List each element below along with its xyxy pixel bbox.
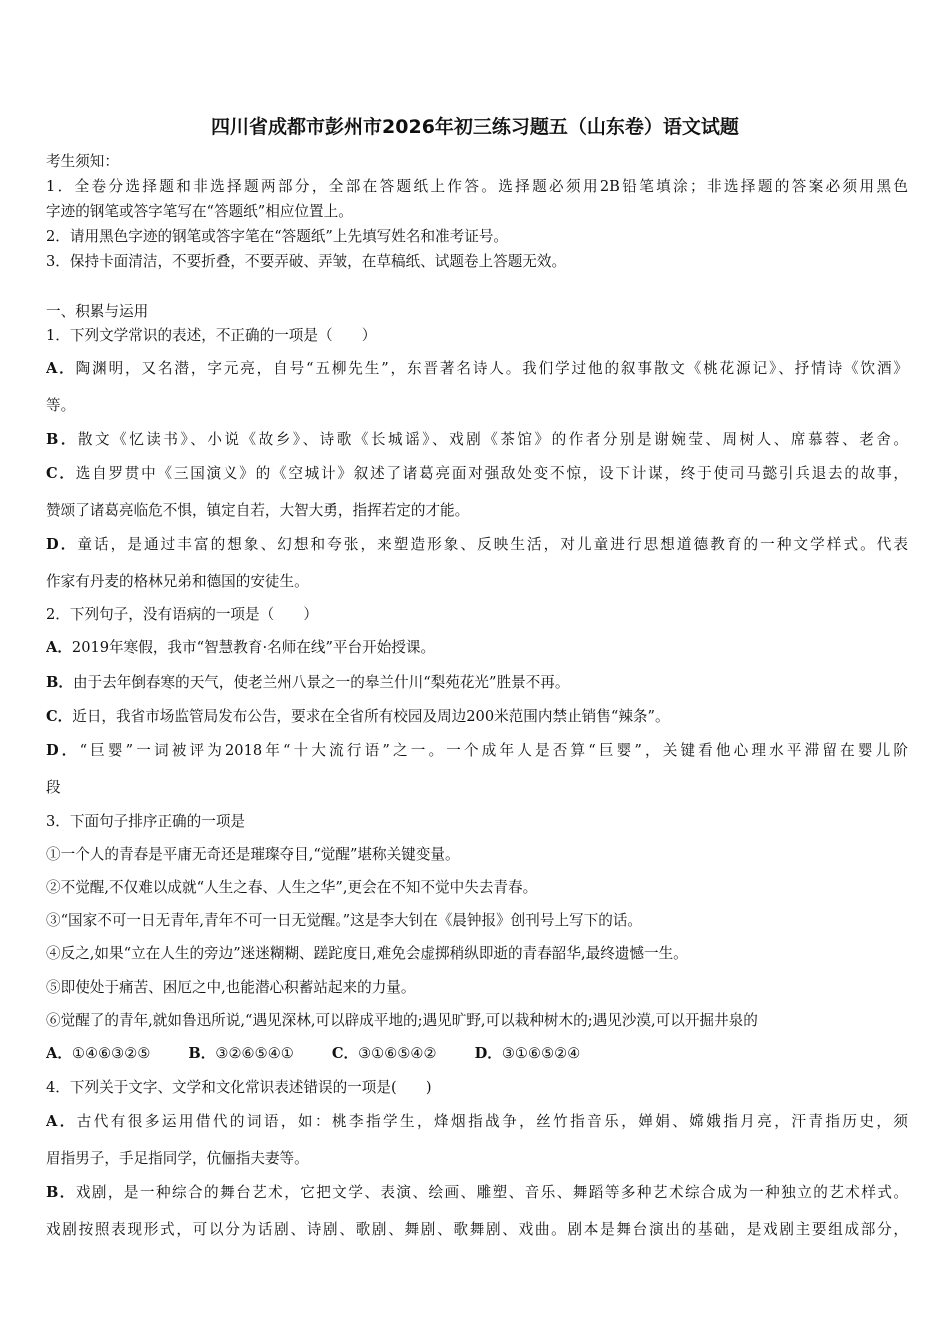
option-label: A． <box>46 360 76 377</box>
question-2-option-a <box>46 638 908 658</box>
question-1-option-d-cont: 作家有丹麦的格林兄弟和德国的安徒生。 <box>46 573 309 590</box>
question-2-option-d <box>46 741 908 761</box>
option-label: B． <box>46 674 73 691</box>
question-4-option-b <box>46 1183 908 1203</box>
question-3-sentence-2: ②不觉醒,不仅难以成就“人生之春、人生之华”,更会在不知不觉中失去青春。 <box>46 879 538 896</box>
option-text: ③②⑥⑤④① <box>215 1045 294 1062</box>
option-label: B． <box>46 1184 76 1201</box>
question-4-option-b-cont: 戏剧按照表现形式，可以分为话剧、诗剧、歌剧、舞剧、歌舞剧、戏曲。剧本是舞台演出的基础，是戏剧主要组成部分， <box>46 1221 908 1238</box>
question-4-stem: 4．下列关于文字、文学和文化常识表述错误的一项是( ) <box>46 1079 432 1096</box>
question-2-option-d-cont: 段 <box>46 779 61 796</box>
option-text: 童话，是通过丰富的想象、幻想和夸张，来塑造形象、反映生活，对儿童进行思想道德教育的一种文学样式。代表 <box>77 536 908 553</box>
option-text: 选自罗贯中《三国演义》的《空城计》叙述了诸葛亮面对强敌处变不惊，设下计谋，终于使司马懿引兵退去的故事， <box>75 465 908 482</box>
notice-item-2: 2．请用黑色字迹的钢笔或答字笔在“答题纸”上先填写姓名和准考证号。 <box>46 228 509 245</box>
option-label: B． <box>46 431 78 448</box>
notice-item-3: 3．保持卡面清洁，不要折叠，不要弄破、弄皱，在草稿纸、试题卷上答题无效。 <box>46 253 567 270</box>
question-1-stem: 1．下列文学常识的表述，不正确的一项是（ ） <box>46 327 377 344</box>
choice-b <box>188 1044 293 1064</box>
option-label: A． <box>46 1113 77 1130</box>
option-text: ③①⑥⑤②④ <box>501 1045 581 1062</box>
option-text: ①④⑥③②⑤ <box>71 1045 151 1062</box>
choice-c <box>332 1044 437 1064</box>
question-2-option-b <box>46 673 908 693</box>
notice-item-1: 1．全卷分选择题和非选择题两部分，全部在答题纸上作答。选择题必须用2B铅笔填涂；非选择题的答案必须用黑色 <box>46 178 908 195</box>
option-text: 由于去年倒春寒的天气，使老兰州八景之一的皋兰什川“梨苑花光”胜景不再。 <box>72 674 570 691</box>
question-4-option-a <box>46 1112 908 1132</box>
option-text: “巨婴”一词被评为2018年“十大流行语”之一。一个成年人是否算“巨婴”，关键看他心理水平滞留在婴儿阶 <box>79 742 908 759</box>
question-2-stem: 2．下列句子，没有语病的一项是（ ） <box>46 606 318 623</box>
option-text: 古代有很多运用借代的词语，如：桃李指学生，烽烟指战争，丝竹指音乐，婵娟、嫦娥指月亮，汗青指历史，须 <box>76 1113 908 1130</box>
option-label: A． <box>46 639 72 656</box>
notice-heading: 考生须知： <box>46 153 119 170</box>
question-3-choices <box>46 1044 908 1064</box>
question-1-option-c-cont: 赞颂了诸葛亮临危不惧，镇定自若，大智大勇，指挥若定的才能。 <box>46 502 470 519</box>
option-label: D． <box>474 1045 502 1062</box>
option-label: C． <box>46 708 73 725</box>
question-1-option-b <box>46 430 908 450</box>
option-text: 近日，我省市场监管局发布公告，要求在全省所有校园及周边200米范围内禁止销售“辣条”。 <box>72 708 670 725</box>
option-label: A． <box>46 1045 72 1062</box>
question-3-stem: 3．下面句子排序正确的一项是 <box>46 813 246 830</box>
notice-item-1-cont: 字迹的钢笔或答字笔写在“答题纸”相应位置上。 <box>46 203 353 220</box>
option-text: 戏剧，是一种综合的舞台艺术，它把文学、表演、绘画、雕塑、音乐、舞蹈等多种艺术综合成为一种独立的艺术样式。 <box>75 1184 908 1201</box>
question-3-sentence-4: ④反之,如果“立在人生的旁边”迷迷糊糊、蹉跎度日,难免会虚掷稍纵即逝的青春韶华,最终遗憾一生。 <box>46 945 688 962</box>
option-label: D． <box>46 742 80 759</box>
question-3-sentence-5: ⑤即使处于痛苦、困厄之中,也能潜心积蓄站起来的力量。 <box>46 979 416 996</box>
option-label: C． <box>46 465 76 482</box>
question-4-option-a-cont: 眉指男子，手足指同学，伉俪指夫妻等。 <box>46 1150 309 1167</box>
option-text: 陶渊明，又名潜，字元亮，自号“五柳先生”，东晋著名诗人。我们学过他的叙事散文《桃花源记》、抒情诗《饮酒》 <box>75 360 908 377</box>
option-text: 2019年寒假，我市“智慧教育·名师在线”平台开始授课。 <box>71 639 436 656</box>
question-3-sentence-6: ⑥觉醒了的青年,就如鲁迅所说,“遇见深林,可以辟成平地的;遇见旷野,可以栽种树木的;遇见沙漠,可以开掘井泉的 <box>46 1012 758 1029</box>
option-label: C． <box>331 1045 359 1062</box>
question-3-sentence-3: ③“国家不可一日无青年,青年不可一日无觉醒。”这是李大钊在《晨钟报》创刊号上写下的话。 <box>46 912 643 929</box>
choice-d <box>475 1044 581 1064</box>
option-text: ③①⑥⑤④② <box>358 1045 437 1062</box>
option-label: B． <box>188 1045 216 1062</box>
option-text: 散文《忆读书》、小说《故乡》、诗歌《长城谣》、戏剧《茶馆》的作者分别是谢婉莹、周树人、席慕蓉、老舍。 <box>77 431 908 448</box>
choice-a <box>46 1044 150 1064</box>
option-label: D． <box>46 536 78 553</box>
page-title: 四川省成都市彭州市2026年初三练习题五（山东卷）语文试题 <box>211 116 739 138</box>
question-1-option-d <box>46 535 908 555</box>
question-1-option-a-cont: 等。 <box>46 397 76 414</box>
question-3-sentence-1: ①一个人的青春是平庸无奇还是璀璨夺目,“觉醒”堪称关键变量。 <box>46 846 460 863</box>
question-2-option-c <box>46 707 908 727</box>
question-1-option-a <box>46 359 908 379</box>
question-1-option-c <box>46 464 908 484</box>
section-heading: 一、积累与运用 <box>46 303 149 320</box>
